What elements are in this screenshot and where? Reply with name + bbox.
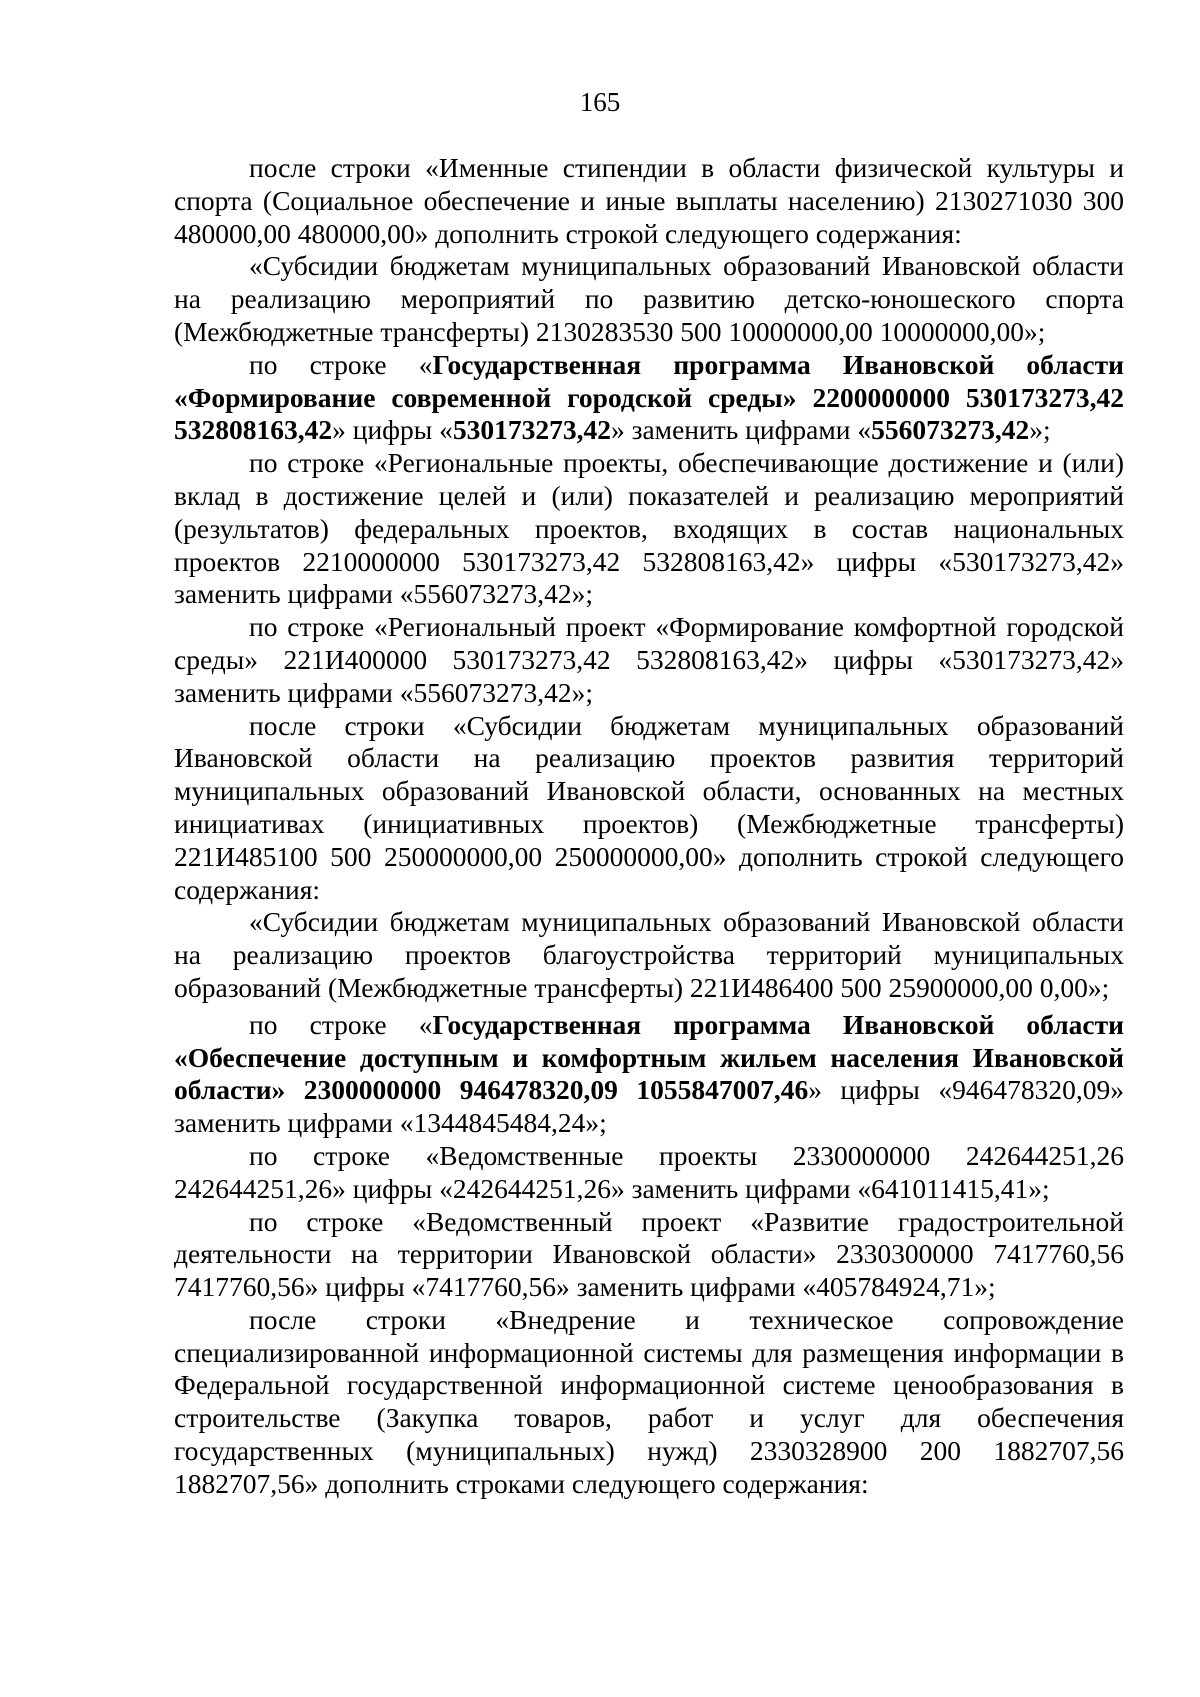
paragraph-p8 (174, 1009, 1124, 1140)
text-run: по строке « (249, 1008, 433, 1040)
paragraph-p5 (174, 611, 1124, 709)
text-run: после строки «Именные стипендии в области физической культуры и спорта (Социальное обеспечение и иные выплаты населению) 2130271030 300 480000,00 480000,00» дополнить строкой следующего содержания: (174, 152, 1124, 249)
paragraph-p1 (174, 152, 1124, 250)
paragraph-p3 (174, 349, 1124, 447)
text-run: после строки «Внедрение и техническое сопровождение специализированной информационной системы для размещения информации в Федеральной государственной информационной системе ценообразования в строительстве (Закупка товаров, работ и услуг для обеспечения государственных (муниципальных) нужд) 2330328900 200 1882707,56 1882707,56» дополнить строками следующего содержания: (174, 1303, 1124, 1499)
paragraph-p6 (174, 710, 1124, 907)
text-run: по строке «Ведомственный проект «Развитие градостроительной деятельности на территории Ивановской области» 2330300000 7417760,56 7417760,56» цифры «7417760,56» заменить цифрами «405784924,71»; (174, 1205, 1124, 1303)
document-body (174, 152, 1124, 1501)
paragraph-p4 (174, 447, 1124, 611)
text-run: по строке «Региональный проект «Формирование комфортной городской среды» 221И400000 530173273,42 532808163,42» цифры «530173273,42» заменить цифрами «556073273,42»; (174, 611, 1124, 708)
text-run: «Субсидии бюджетам муниципальных образований Ивановской области на реализацию мероприятий по развитию детско-юношеского спорта (Межбюджетные трансферты) 2130283530 500 10000000,00 10000000,00»; (174, 250, 1124, 347)
paragraph-p2 (174, 250, 1124, 348)
text-run: по строке «Ведомственные проекты 2330000000 242644251,26 242644251,26» цифры «242644251,26» заменить цифрами «641011415,41»; (174, 1139, 1124, 1204)
text-run: по строке «Региональные проекты, обеспечивающие достижение и (или) вклад в достижение целей и (или) показателей и реализацию мероприятий (результатов) федеральных проектов, входящих в состав национальных проектов 2210000000 530173273,42 532808163,42» цифры «530173273,42» заменить цифрами «556073273,42»; (174, 447, 1124, 610)
paragraph-p7 (174, 906, 1124, 1004)
bold-text-run: Государственная программа Ивановской области «Формирование современной городской среды» 2200000000 530173273,42 532808163,42 (174, 348, 1124, 446)
text-run: по строке « (249, 348, 433, 380)
paragraph-p10 (174, 1206, 1124, 1304)
paragraph-p11 (174, 1304, 1124, 1501)
bold-text-run: 556073273,42 (871, 414, 1030, 446)
page-number: 165 (579, 87, 621, 117)
bold-text-run: 530173273,42 (452, 414, 611, 446)
text-run: » цифры «946478320,09» заменить цифрами «1344845484,24»; (174, 1074, 1124, 1139)
text-run: » заменить цифрами « (610, 414, 872, 446)
text-run: » цифры « (332, 414, 453, 446)
text-run: »; (1029, 414, 1051, 446)
paragraph-p9 (174, 1140, 1124, 1206)
text-run: после строки «Субсидии бюджетам муниципальных образований Ивановской области на реализацию проектов развития территорий муниципальных образований Ивановской области, основанных на местных инициативах (инициативных проектов) (Межбюджетные трансферты) 221И485100 500 250000000,00 250000000,00» дополнить строкой следующего содержания: (174, 709, 1124, 905)
bold-text-run: Государственная программа Ивановской области «Обеспечение доступным и комфортным жильем населения Ивановской области» 2300000000 946478320,09 1055847007,46 (174, 1008, 1124, 1106)
text-run: «Субсидии бюджетам муниципальных образований Ивановской области на реализацию проектов благоустройства территорий муниципальных образований (Межбюджетные трансферты) 221И486400 500 25900000,00 0,00»; (174, 906, 1124, 1003)
